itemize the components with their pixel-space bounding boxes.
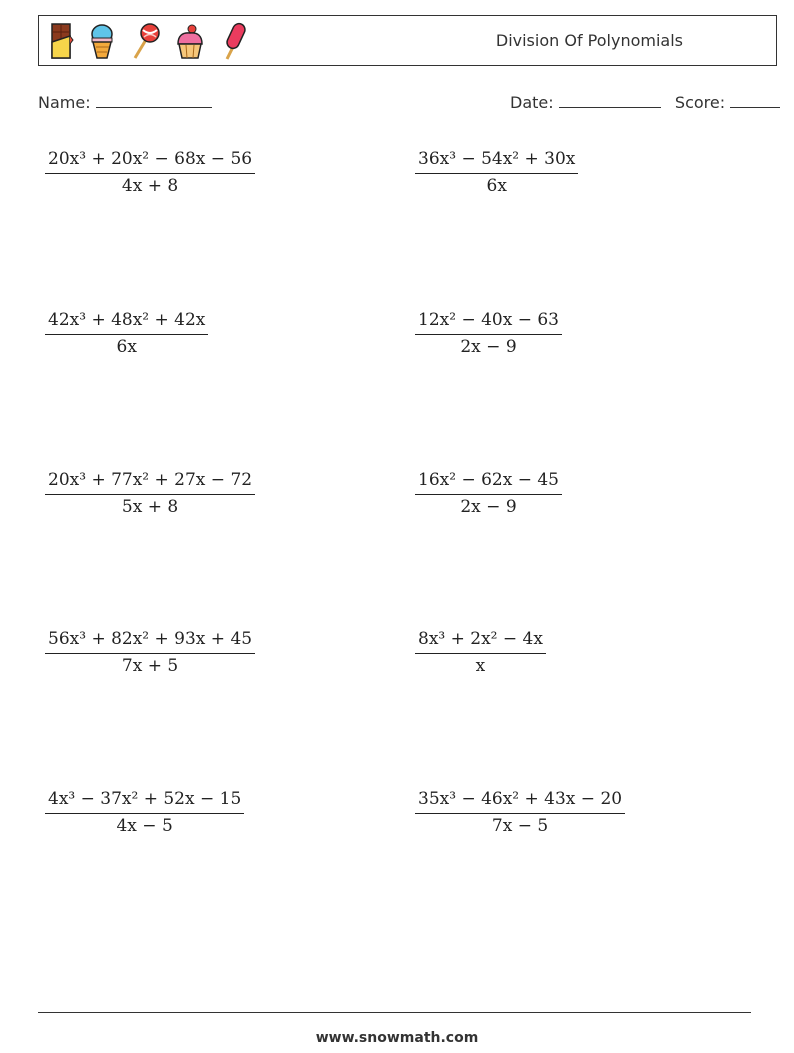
ice-cream-cone-icon [89, 22, 115, 60]
score-blank[interactable] [730, 93, 780, 108]
denominator: 7x + 5 [121, 656, 179, 676]
numerator: 8x³ + 2x² − 4x [415, 628, 546, 654]
numerator: 42x³ + 48x² + 42x [45, 309, 208, 335]
problem-4 [415, 309, 562, 358]
fraction [45, 469, 255, 518]
denominator: 6x [486, 176, 507, 196]
problem-2 [415, 148, 578, 197]
denominator: 5x + 8 [121, 497, 179, 517]
problem-10 [415, 788, 625, 837]
footer-website: www.snowmath.com [315, 1030, 479, 1046]
problem-5 [45, 469, 255, 518]
denominator: 7x − 5 [491, 816, 549, 836]
fraction [415, 148, 578, 197]
problem-9 [45, 788, 244, 837]
denominator: x [475, 656, 486, 676]
numerator: 20x³ + 77x² + 27x − 72 [45, 469, 255, 495]
name-field [38, 93, 212, 112]
problem-8 [415, 628, 546, 677]
numerator: 12x² − 40x − 63 [415, 309, 562, 335]
problem-7 [45, 628, 255, 677]
name-label: Name: [38, 93, 91, 112]
chocolate-bar-icon [49, 22, 75, 60]
date-blank[interactable] [559, 93, 661, 108]
date-label: Date: [510, 93, 554, 112]
footer-divider [38, 1012, 751, 1013]
denominator: 6x [116, 337, 137, 357]
numerator: 20x³ + 20x² − 68x − 56 [45, 148, 255, 174]
popsicle-icon [219, 21, 249, 61]
fraction [415, 309, 562, 358]
numerator: 56x³ + 82x² + 93x + 45 [45, 628, 255, 654]
date-score-fields [510, 93, 780, 112]
numerator: 4x³ − 37x² + 52x − 15 [45, 788, 244, 814]
header-icons [49, 21, 249, 61]
problem-3 [45, 309, 208, 358]
denominator: 4x + 8 [121, 176, 179, 196]
fraction [415, 628, 546, 677]
fraction [415, 469, 562, 518]
worksheet-title: Division Of Polynomials [495, 31, 683, 50]
lollipop-icon [129, 22, 161, 60]
fraction [45, 628, 255, 677]
denominator: 4x − 5 [116, 816, 173, 836]
fraction [415, 788, 625, 837]
problem-6 [415, 469, 562, 518]
fraction [45, 309, 208, 358]
fraction [45, 148, 255, 197]
denominator: 2x − 9 [460, 337, 517, 357]
cupcake-icon [175, 22, 205, 60]
problem-1 [45, 148, 255, 197]
score-label: Score: [674, 93, 726, 112]
worksheet-header [38, 15, 777, 66]
denominator: 2x − 9 [460, 497, 517, 517]
name-blank[interactable] [96, 93, 212, 108]
numerator: 36x³ − 54x² + 30x [415, 148, 578, 174]
fraction [45, 788, 244, 837]
numerator: 16x² − 62x − 45 [415, 469, 562, 495]
numerator: 35x³ − 46x² + 43x − 20 [415, 788, 625, 814]
